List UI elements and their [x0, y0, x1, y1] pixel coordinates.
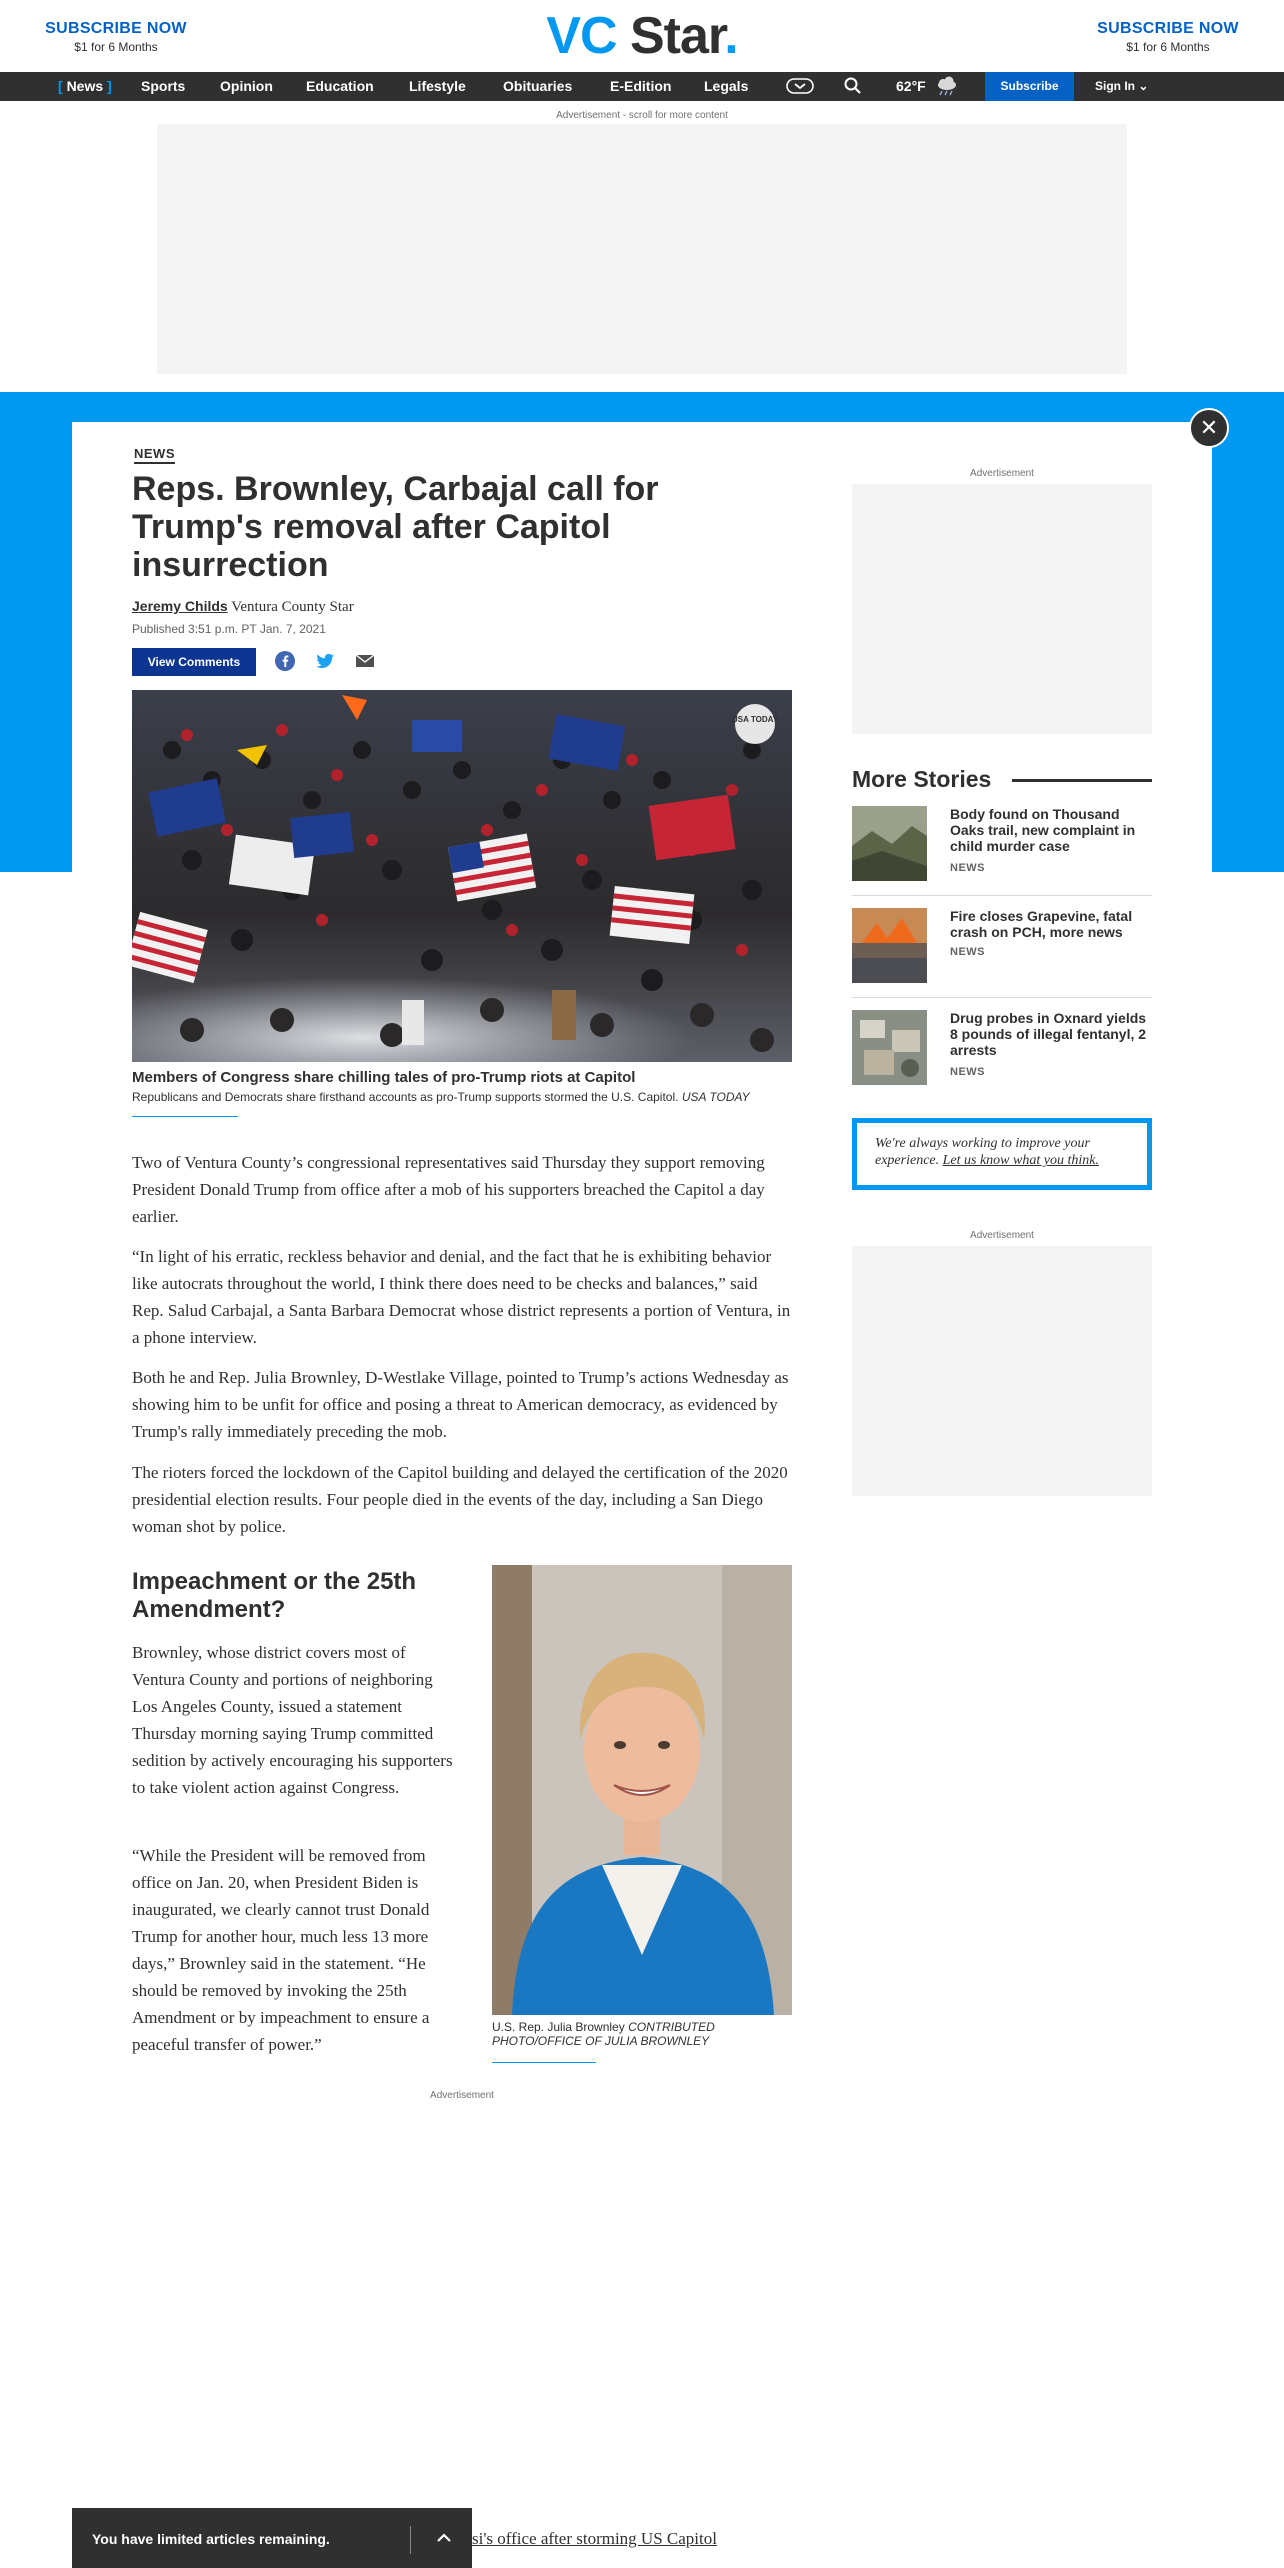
- view-comments-button[interactable]: View Comments: [132, 648, 256, 676]
- limited-bar-divider: [410, 2526, 411, 2554]
- portrait-caption-text: U.S. Rep. Julia Brownley: [492, 2020, 625, 2034]
- feedback-text: We're always working to improve your experience.: [875, 1136, 1090, 1168]
- logo-star: Star: [629, 7, 725, 65]
- subscribe-button[interactable]: Subscribe: [985, 72, 1074, 101]
- story-thumbnail: [852, 908, 927, 983]
- chevron-down-icon: ⌄: [1138, 79, 1149, 93]
- story-category: NEWS: [950, 946, 985, 958]
- nav-bracket-open: [: [58, 78, 63, 94]
- weather-temp[interactable]: 62°F: [896, 78, 926, 94]
- more-menu-icon[interactable]: [786, 76, 814, 99]
- limited-articles-bar[interactable]: [72, 2508, 472, 2568]
- cloud-rain-icon[interactable]: [934, 76, 960, 99]
- sign-in-label: Sign In: [1095, 79, 1135, 93]
- more-stories-rule: [1012, 779, 1152, 782]
- main-nav: [0, 72, 1284, 101]
- usa-today-badge: USA TODAY: [732, 715, 778, 724]
- article-paragraph: Brownley, whose district covers most of Ventura County and portions of neighboring Los Angeles County, issued a statement Thursday morning saying Trump committed sedition by actively encouraging his supporters to take violent action against Congress.: [132, 1643, 453, 1797]
- section-label[interactable]: NEWS: [134, 446, 175, 464]
- ad-slot-rail-top[interactable]: [852, 484, 1152, 734]
- subscribe-now-title: SUBSCRIBE NOW: [1097, 20, 1239, 37]
- article-paragraph: The rioters forced the lockdown of the Capitol building and delayed the certification of the 2020 presidential election results. Four people died in the events of the day, including a San Diego woman shot by police.: [132, 1463, 788, 1536]
- nav-item-e-edition[interactable]: E-Edition: [610, 78, 672, 94]
- story-item[interactable]: [852, 1010, 1152, 1085]
- nav-item-legals[interactable]: Legals: [704, 78, 749, 94]
- hero-credit: USA TODAY: [681, 1090, 750, 1104]
- limited-articles-text: You have limited articles remaining.: [92, 2531, 330, 2547]
- nav-item-label: News: [66, 78, 104, 94]
- more-stories-title: More Stories: [852, 766, 992, 792]
- hero-caption-text: Republicans and Democrats share firsthand accounts as pro-Trump supports stormed the U.S. Capitol.: [132, 1090, 679, 1104]
- ad-slot-top[interactable]: [157, 124, 1127, 374]
- hero-caption-title: Members of Congress share chilling tales of pro-Trump riots at Capitol: [132, 1069, 636, 1086]
- subscribe-now-right[interactable]: [1078, 20, 1258, 54]
- story-category: NEWS: [950, 1066, 985, 1078]
- story-category: NEWS: [950, 862, 985, 874]
- published-date: Published 3:51 p.m. PT Jan. 7, 2021: [132, 622, 326, 636]
- logo-dot: .: [724, 7, 738, 65]
- hero-caption: [132, 1090, 750, 1104]
- nav-item-lifestyle[interactable]: Lifestyle: [409, 78, 466, 94]
- ad-slot-rail-bottom[interactable]: [852, 1246, 1152, 1496]
- story-item[interactable]: [852, 806, 1152, 881]
- outlet-name: Ventura County Star: [231, 599, 354, 615]
- nav-item-news[interactable]: [58, 78, 112, 94]
- sign-in-button[interactable]: [1095, 79, 1148, 93]
- article-paragraph: Two of Ventura County’s congressional representatives said Thursday they support removing President Donald Trump from office after a mob of his supporters breached the Capitol a day earlier.: [132, 1153, 765, 1226]
- subscribe-now-title: SUBSCRIBE NOW: [45, 20, 187, 37]
- caption-divider: [492, 2062, 596, 2063]
- story-title[interactable]: Body found on Thousand Oaks trail, new complaint in child murder case: [950, 806, 1136, 854]
- article-paragraph: “In light of his erratic, reckless behavior and denial, and the fact that he is exhibiting behavior like autocrats throughout the world, I think there does need to be checks and balances,” said Rep. Salud Carbajal, a Santa Barbara Democrat whose district represents a portion of Ventura, in a phone interview.: [132, 1247, 791, 1347]
- article-paragraph: Both he and Rep. Julia Brownley, D-Westlake Village, pointed to Trump’s actions Wednesday as showing him to be unfit for office and posing a threat to American democracy, as evidenced by Trump's rally immediately preceding the mob.: [132, 1368, 789, 1441]
- search-icon[interactable]: [843, 76, 863, 99]
- close-icon[interactable]: ✕: [1189, 408, 1229, 448]
- nav-item-education[interactable]: Education: [306, 78, 374, 94]
- facebook-icon[interactable]: [274, 650, 296, 677]
- email-icon[interactable]: [354, 650, 376, 677]
- ad-label-rail: Advertisement: [970, 1230, 1034, 1241]
- twitter-icon[interactable]: [314, 650, 336, 677]
- subscribe-now-offer: $1 for 6 Months: [1126, 40, 1210, 54]
- nav-item-sports[interactable]: Sports: [141, 78, 186, 94]
- portrait-credit: CONTRIBUTED PHOTO/OFFICE OF JULIA BROWNLEY: [492, 2020, 715, 2048]
- story-divider: [852, 895, 1152, 896]
- ad-label-bottom: Advertisement: [430, 2090, 494, 2101]
- subscribe-now-offer: $1 for 6 Months: [74, 40, 158, 54]
- story-title[interactable]: Fire closes Grapevine, fatal crash on PCH, more news: [950, 908, 1133, 940]
- story-thumbnail: [852, 1010, 927, 1085]
- article-subhead: Impeachment or the 25th Amendment?: [132, 1568, 417, 1623]
- hero-photo[interactable]: [132, 690, 792, 1062]
- portrait-photo[interactable]: [492, 1565, 792, 2015]
- caption-divider: [132, 1116, 238, 1117]
- nav-bracket-close: ]: [107, 78, 112, 94]
- nav-item-obituaries[interactable]: Obituaries: [503, 78, 573, 94]
- chevron-up-icon[interactable]: [432, 2526, 456, 2555]
- story-title[interactable]: Drug probes in Oxnard yields 8 pounds of illegal fentanyl, 2 arrests: [950, 1010, 1147, 1058]
- story-divider: [852, 997, 1152, 998]
- logo-vc: VC: [546, 7, 617, 65]
- author-link[interactable]: Jeremy Childs: [132, 598, 228, 614]
- byline: [132, 598, 354, 616]
- feedback-box: [852, 1118, 1152, 1190]
- article-headline: Reps. Brownley, Carbajal call for Trump's removal after Capitol insurrection: [132, 470, 659, 584]
- article-paragraph: “While the President will be removed from office on Jan. 20, when President Biden is inaugurated, we clearly cannot trust Donald Trump for another hour, much less 13 more days,” Brownley said in the statement. “He should be removed by invoking the 25th Amendment or by impeachment to ensure a peaceful transfer of power.”: [132, 1846, 430, 2054]
- site-header: [0, 0, 1284, 72]
- story-thumbnail: [852, 806, 927, 881]
- related-article-link[interactable]: si's office after storming US Capitol: [472, 2529, 717, 2548]
- feedback-link[interactable]: Let us know what you think.: [942, 1153, 1099, 1168]
- nav-item-opinion[interactable]: Opinion: [220, 78, 273, 94]
- portrait-caption: [492, 2020, 792, 2048]
- story-item[interactable]: [852, 908, 1152, 983]
- ad-label-top: Advertisement - scroll for more content: [556, 110, 728, 121]
- ad-label-rail: Advertisement: [970, 468, 1034, 479]
